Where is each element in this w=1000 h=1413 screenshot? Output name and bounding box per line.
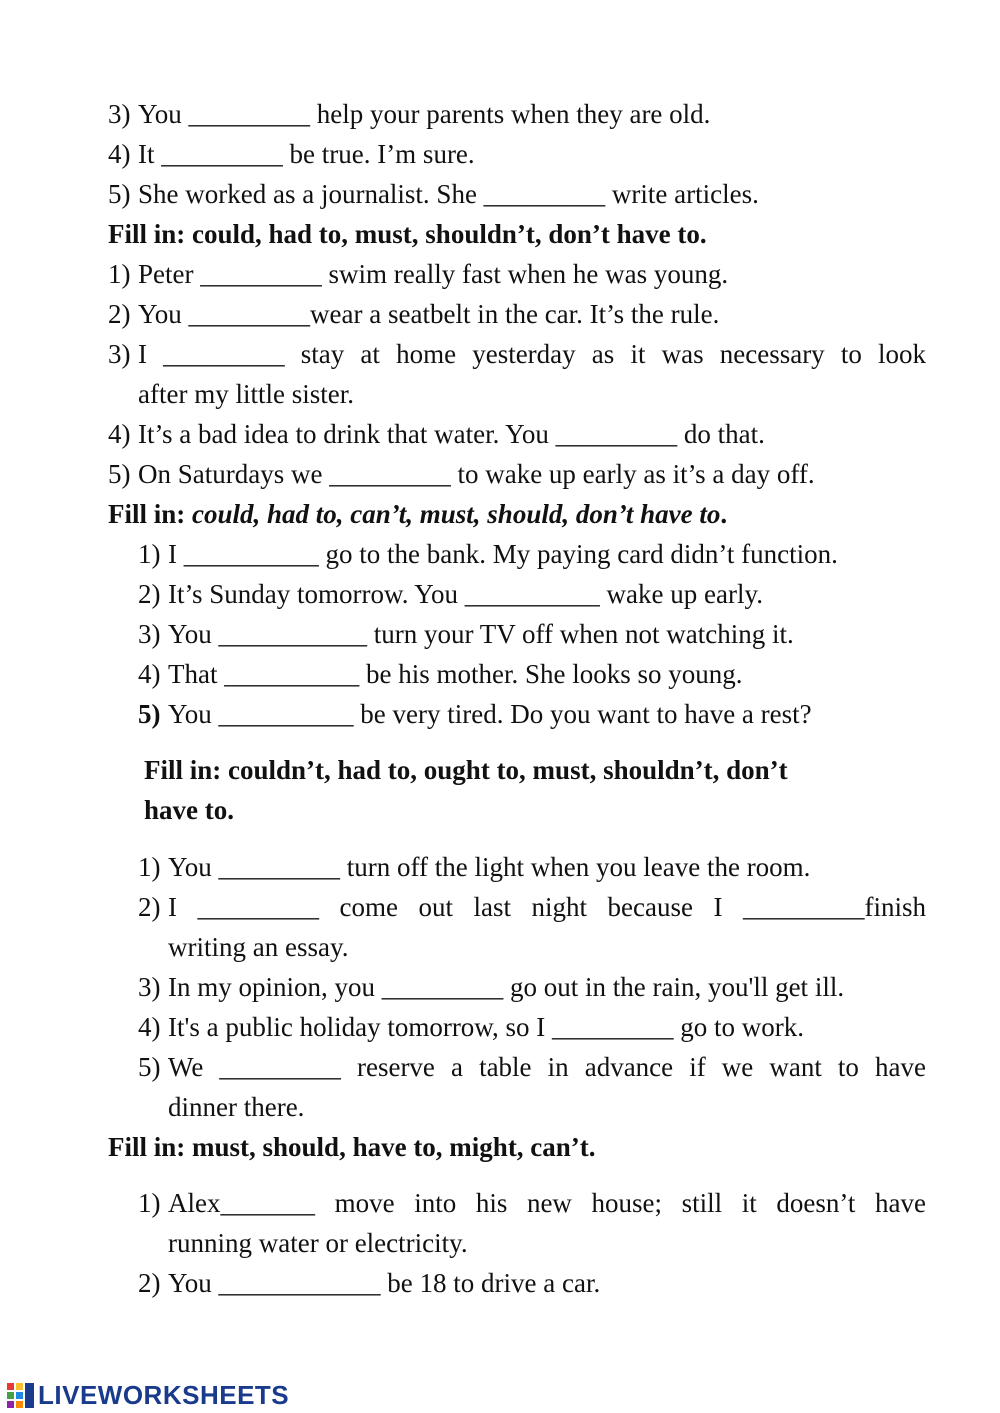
exercise-line [108, 457, 815, 491]
item-number: 5) [108, 459, 131, 489]
item-number: 4) [108, 419, 131, 449]
section-heading: Fill in: could, had to, must, shouldn’t, don’t have to. [108, 219, 707, 249]
exercise-line [108, 297, 719, 331]
item-number: 5) [138, 1052, 161, 1082]
item-number: 1) [138, 1188, 161, 1218]
item-number: 2) [138, 579, 161, 609]
item-number: 3) [138, 619, 161, 649]
item-text: I _________ stay at home yesterday as it was necessary to look [138, 339, 926, 369]
exercise-line [108, 417, 765, 451]
item-text: I __________ go to the bank. My paying card didn’t function. [168, 539, 838, 569]
item-text: It’s Sunday tomorrow. You __________ wake up early. [168, 579, 763, 609]
item-number: 3) [108, 99, 131, 129]
section-heading [108, 497, 727, 531]
exercise-line [138, 697, 812, 731]
exercise-line [138, 850, 810, 884]
exercise-line [138, 537, 838, 571]
exercise-line [138, 657, 742, 691]
item-text: We _________ reserve a table in advance if we want to have [168, 1052, 926, 1082]
item-text: You __________ be very tired. Do you want to have a rest? [168, 699, 812, 729]
exercise-line [138, 970, 844, 1004]
item-text: On Saturdays we _________ to wake up early as it’s a day off. [138, 459, 815, 489]
exercise-line [138, 1186, 926, 1220]
exercise-line [108, 177, 759, 211]
section-heading: Fill in: couldn’t, had to, ought to, must, shouldn’t, don’t [144, 755, 788, 785]
exercise-line [138, 890, 926, 924]
item-text: Peter _________ swim really fast when he was young. [138, 259, 729, 289]
item-text: It’s a bad idea to drink that water. You _________ do that. [138, 419, 765, 449]
item-text: It's a public holiday tomorrow, so I _________ go to work. [168, 1012, 805, 1042]
item-number: 3) [138, 972, 161, 1002]
exercise-line [108, 337, 926, 371]
item-text: You _________ help your parents when they are old. [138, 99, 711, 129]
section-heading-continuation: have to. [144, 795, 234, 825]
item-continuation: after my little sister. [138, 379, 354, 409]
item-number: 3) [108, 339, 131, 369]
item-number: 2) [108, 299, 131, 329]
exercise-line [138, 1010, 804, 1044]
item-continuation: dinner there. [168, 1092, 305, 1122]
exercise-line [138, 577, 763, 611]
item-text: You ___________ turn your TV off when not watching it. [168, 619, 794, 649]
item-number: 4) [138, 1012, 161, 1042]
section-heading: Fill in: must, should, have to, might, can’t. [108, 1132, 596, 1162]
item-number: 1) [138, 852, 161, 882]
item-text: She worked as a journalist. She _________ write articles. [138, 179, 759, 209]
exercise-line [138, 1266, 600, 1300]
exercise-line [108, 97, 710, 131]
liveworksheets-logo[interactable] [6, 1378, 289, 1412]
item-number: 1) [138, 539, 161, 569]
exercise-line [138, 1050, 926, 1084]
item-text: You _________wear a seatbelt in the car. It’s the rule. [138, 299, 720, 329]
exercise-line [108, 137, 475, 171]
heading-verbs: could, had to, can’t, must, should, don’t have to [192, 499, 721, 529]
item-continuation: running water or electricity. [168, 1228, 468, 1258]
item-number: 5) [138, 699, 161, 729]
item-text: Alex_______ move into his new house; still it doesn’t have [168, 1188, 926, 1218]
item-number: 4) [138, 659, 161, 689]
item-continuation: writing an essay. [168, 932, 349, 962]
item-number: 2) [138, 1268, 161, 1298]
logo-text: LIVEWORKSHEETS [38, 1379, 290, 1410]
item-text: You ____________ be 18 to drive a car. [168, 1268, 601, 1298]
item-text: In my opinion, you _________ go out in the rain, you'll get ill. [168, 972, 845, 1002]
item-text: I _________ come out last night because I _________finish [168, 892, 926, 922]
heading-prefix: Fill in: [108, 499, 193, 529]
exercise-line [108, 257, 728, 291]
item-text: It _________ be true. I’m sure. [138, 139, 475, 169]
exercise-line [138, 617, 794, 651]
item-text: That __________ be his mother. She looks so young. [168, 659, 743, 689]
item-number: 5) [108, 179, 131, 209]
item-number: 4) [108, 139, 131, 169]
liveworksheets-logo-icon [6, 1381, 36, 1409]
item-number: 1) [108, 259, 131, 289]
item-text: You _________ turn off the light when you leave the room. [168, 852, 811, 882]
heading-suffix: . [720, 499, 728, 529]
item-number: 2) [138, 892, 161, 922]
